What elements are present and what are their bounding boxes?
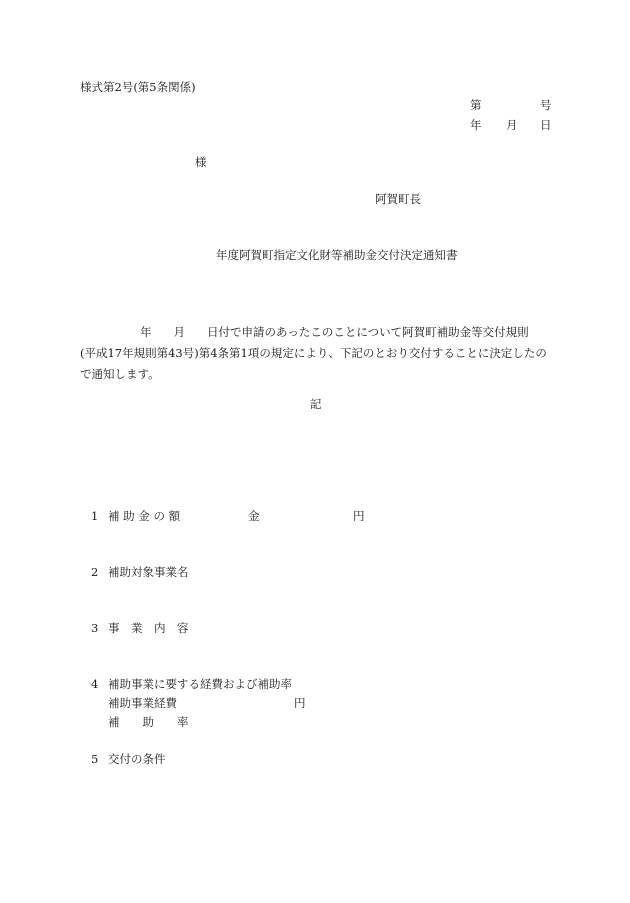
- issuer: 阿賀町長: [375, 192, 421, 206]
- item-2-label: 補助対象事業名: [108, 565, 189, 579]
- body-line-1-text: 日付で申請のあったこのことについて阿賀町補助金等交付規則: [207, 325, 529, 339]
- item-1-yen: 円: [353, 509, 365, 523]
- number-prefix: 第: [470, 98, 482, 112]
- item-3-number: 3: [91, 621, 99, 635]
- item-4-sub-expense-label: 補助事業経費: [108, 696, 177, 710]
- number-suffix: 号: [540, 98, 552, 112]
- item-1-label: 補 助 金 の 額: [108, 509, 181, 523]
- body-year: 年: [140, 325, 152, 339]
- form-label: 様式第2号(第5条関係): [80, 80, 196, 94]
- recipient-suffix: 様: [195, 155, 207, 169]
- item-4-sub-rate-label: 補 助 率: [108, 715, 189, 729]
- body-paragraph: [80, 322, 555, 385]
- document-title: 年度阿賀町指定文化財等補助金交付決定通知書: [216, 248, 458, 262]
- date-year: 年: [470, 118, 482, 132]
- item-2-number: 2: [91, 565, 99, 579]
- body-line-1: [80, 322, 555, 343]
- item-1-kin: 金: [248, 509, 260, 523]
- ki-marker: 記: [310, 397, 322, 411]
- item-5-label: 交付の条件: [108, 752, 166, 766]
- item-4-number: 4: [91, 677, 99, 691]
- item-4-sub-expense-yen: 円: [294, 696, 306, 710]
- date-day: 日: [540, 118, 552, 132]
- date-month: 月: [506, 118, 518, 132]
- body-month: 月: [173, 325, 185, 339]
- body-line-3: で通知します。: [80, 367, 160, 381]
- body-line-2: (平成17年規則第43号)第4条第1項の規定により、下記のとおり交付することに決定したの: [80, 346, 547, 360]
- item-4-label: 補助事業に要する経費および補助率: [108, 677, 292, 691]
- item-5-number: 5: [91, 752, 99, 766]
- item-1-number: 1: [91, 509, 99, 523]
- item-3-label: 事 業 内 容: [108, 621, 189, 635]
